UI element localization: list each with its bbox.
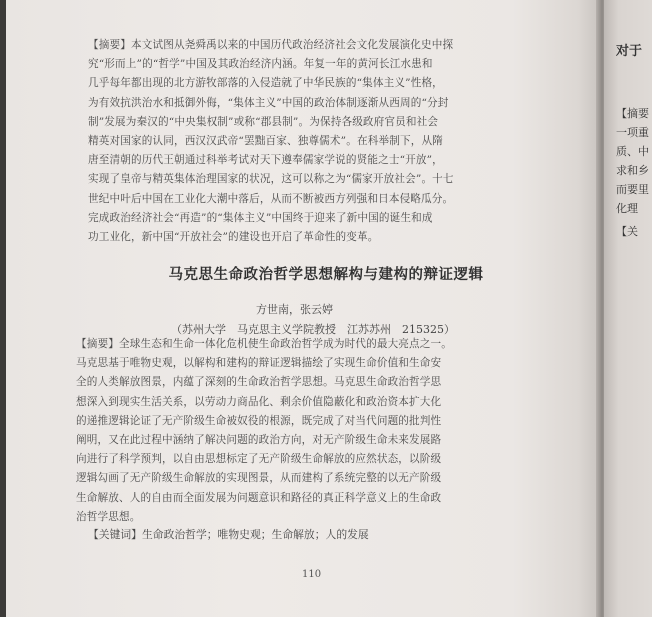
text-line: 想深入到现实生活关系，以劳动力商品化、剩余价值隐蔽化和政治资本扩大化	[76, 395, 442, 408]
text-line: 的递推逻辑论证了无产阶级生命被奴役的根源，既完成了对当代问题的批判性	[76, 414, 442, 427]
right-page-line: 【关	[616, 225, 638, 238]
right-page-line: 一项重	[616, 126, 649, 139]
right-page-line: 而要里	[616, 183, 649, 196]
text-line: 为有效抗洪治水和抵御外侮，“集体主义”中国的政治体制逐渐从西周的“分封	[88, 96, 449, 109]
right-page-line: 求和乡	[616, 164, 649, 177]
right-book-page	[604, 0, 652, 617]
text-line: 【摘要】全球生态和生命一体化危机使生命政治哲学成为时代的最大亮点之一。	[76, 338, 453, 350]
abstract-paragraph-1	[88, 36, 454, 247]
text-line: 实现了皇帝与精英集体治理国家的状况，这可以称之为“儒家开放社会”。十七	[88, 173, 454, 186]
text-line: 逻辑勾画了无产阶级生命解放的实现图景，从而建构了系统完整的以无产阶级	[76, 472, 442, 485]
left-book-page	[6, 0, 602, 617]
text-line: 【摘要】本文试图从尧舜禹以来的中国历代政治经济社会文化发展演化史中探	[88, 39, 454, 51]
text-line: 马克思基于唯物史观，以解构和建构的辩证逻辑描绘了实现生命价值和生命安	[76, 357, 442, 370]
keywords-line: 【关键词】生命政治哲学；唯物史观；生命解放；人的发展	[88, 528, 369, 541]
text-line: 治哲学思想。	[76, 510, 141, 523]
text-line: 几乎每年都出现的北方游牧部落的入侵造就了中华民族的“集体主义”性格，	[88, 77, 443, 90]
text-line: 阐明，又在此过程中涵纳了解决问题的政治方向，对无产阶级生命未来发展路	[76, 434, 442, 447]
right-page-title-fragment: 对于	[616, 44, 643, 59]
text-line: 向进行了科学预判，以自由思想标定了无产阶级生命解放的应然状态，以阶级	[76, 453, 442, 466]
text-line: 唐至清朝的历代王朝通过科举考试对天下遵奉儒家学说的贤能之士“开放”，	[88, 154, 443, 167]
text-line: 全的人类解放图景，内蕴了深刻的生命政治哲学思想。马克思生命政治哲学思	[76, 376, 442, 389]
abstract-paragraph-2	[76, 335, 452, 527]
text-line: 究“形而上”的“哲学”中国及其政治经济内涵。年复一年的黄河长江水患和	[88, 58, 433, 71]
right-page-line: 【摘要	[616, 107, 649, 120]
right-page-line: 化理	[616, 202, 638, 215]
article-authors: 方世南，张云婷	[256, 303, 333, 316]
article-title: 马克思生命政治哲学思想解构与建构的辩证逻辑	[168, 266, 484, 283]
text-line: 生命解放、人的自由而全面发展为问题意识和路径的真正科学意义上的生命政	[76, 491, 442, 504]
author-affiliation: （苏州大学 马克思主义学院教授 江苏苏州 215325）	[171, 323, 455, 336]
text-line: 功工业化，新中国“开放社会”的建设也开启了革命性的变革。	[88, 231, 379, 244]
page-number: 110	[302, 569, 322, 580]
text-line: 制”发展为秦汉的“中央集权制”或称“郡县制”。为保持各级政府官员和社会	[88, 115, 439, 128]
text-line: 完成政治经济社会“再造”的“集体主义”中国终于迎来了新中国的诞生和成	[88, 211, 433, 224]
right-page-line: 质、中	[616, 145, 649, 158]
text-line: 精英对国家的认同，西汉汉武帝“罢黜百家、独尊儒术”。在科举制下，从隋	[88, 135, 443, 148]
text-line: 世纪中叶后中国在工业化大潮中落后，从而不断被西方列强和日本侵略瓜分。	[88, 192, 454, 205]
